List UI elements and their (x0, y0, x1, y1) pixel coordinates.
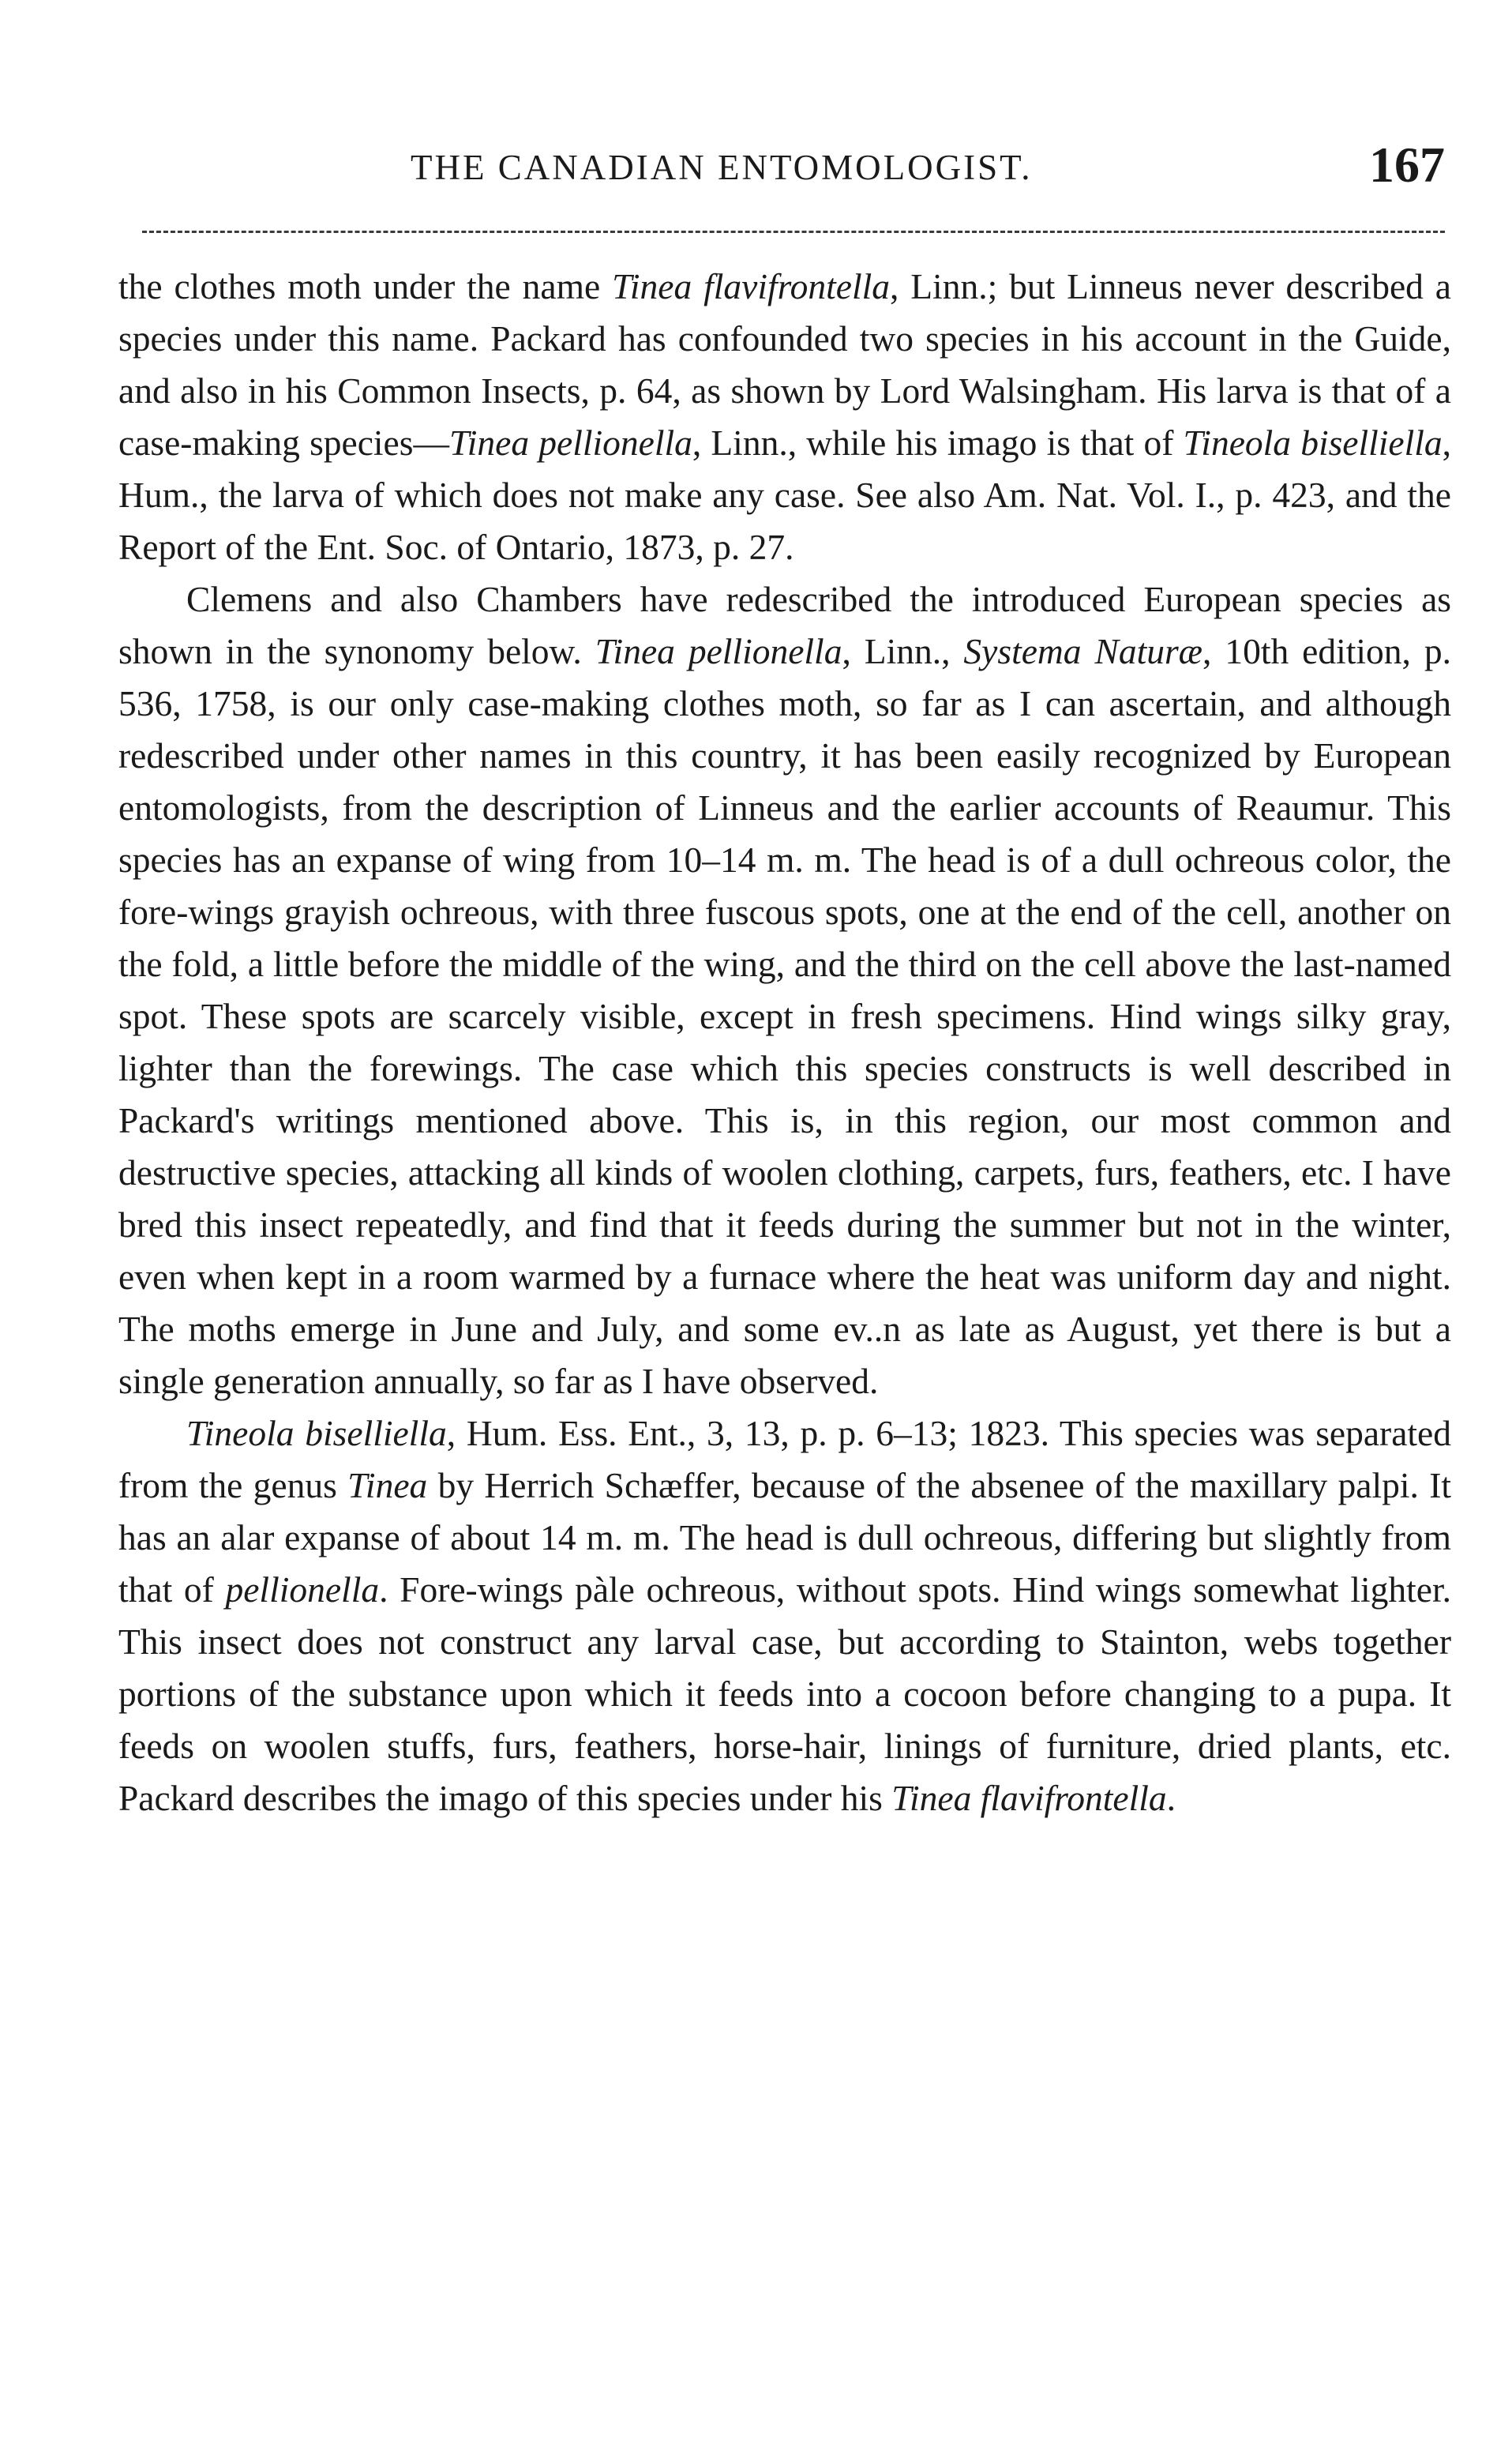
species-name: Tinea flavifrontella (612, 266, 890, 306)
page-number: 167 (1369, 137, 1445, 193)
species-name: pellionella (225, 1569, 380, 1610)
text-run: , Linn., (842, 631, 964, 671)
paragraph-1 (118, 261, 1451, 573)
paragraph-3 (118, 1407, 1451, 1824)
text-run: , Linn., while his imago is that of (692, 423, 1184, 463)
text-run: , Hum. Ess. Ent., 3, 13, p. p. 6–13; 1823. This species was separated from the genus (118, 1413, 1451, 1505)
species-name: Tinea pellionella (448, 423, 692, 463)
book-title: Systema Naturæ (963, 631, 1203, 671)
text-run: . Fore-wings pàle ochreous, without spots. Hind wings somewhat lighter. This insect does not construct any larval case, but according to Stainton, webs together portions of the substance upon which it feeds into a cocoon before changing to a pupa. It feeds on woolen stuffs, furs, feathers, horse-hair, linings of furniture, dried plants, etc. Packard describes the imago of this species under his (118, 1569, 1451, 1818)
header-rule (142, 231, 1445, 233)
text-run: , Linn.; but Linneus never described a species under this name. Packard has confounded two species in his account in the Guide, and also in his Common Insects, p. 64, as shown by Lord Walsingham. His larva is that of a case-making species— (118, 266, 1451, 463)
page-header (118, 136, 1445, 199)
text-run: . (1166, 1778, 1176, 1818)
running-title: THE CANADIAN ENTOMOLOGIST. (411, 148, 1033, 187)
text-run: the clothes moth under the name (118, 266, 613, 306)
text-run: Clemens and also Chambers have redescribed the introduced European species as shown in the synonomy below. (118, 579, 1451, 671)
genus-name: Tinea (347, 1465, 428, 1505)
species-name: Tineola biselliella (186, 1413, 447, 1453)
species-name: Tinea pellionella (595, 631, 842, 671)
body-text (118, 261, 1451, 1824)
text-run: , 10th edition, p. 536, 1758, is our only case-making clothes moth, so far as I can ascertain, and although redescribed under other names in this country, it has been easily recognized by European entomologists, from the description of Linneus and the earlier accounts of Reaumur. This species has an expanse of wing from 10–14 m. m. The head is of a dull ochreous color, the fore-wings grayish ochreous, with three fuscous spots, one at the end of the cell, another on the fold, a little before the middle of the wing, and the third on the cell above the last-named spot. These spots are scarcely visible, except in fresh specimens. Hind wings silky gray, lighter than the forewings. The case which this species constructs is well described in Packard's writings mentioned above. This is, in this region, our most common and destructive species, attacking all kinds of woolen clothing, carpets, furs, feathers, etc. I have bred this insect repeatedly, and find that it feeds during the summer but not in the winter, even when kept in a room warmed by a furnace where the heat was uniform day and night. The moths emerge in June and July, and some ev..n as late as August, yet there is but a single generation annually, so far as I have observed. (118, 631, 1451, 1401)
paragraph-2 (118, 573, 1451, 1407)
species-name: Tineola biselliella (1183, 423, 1443, 463)
text-run: , Hum., the larva of which does not make any case. See also Am. Nat. Vol. I., p. 423, and the Report of the Ent. Soc. of Ontario, 1873, p. 27. (118, 423, 1452, 567)
species-name: Tinea flavifrontella (891, 1778, 1167, 1818)
text-run: by Herrich Schæffer, because of the absenee of the maxillary palpi. It has an alar expanse of about 14 m. m. The head is dull ochreous, differing but slightly from that of (118, 1465, 1451, 1610)
